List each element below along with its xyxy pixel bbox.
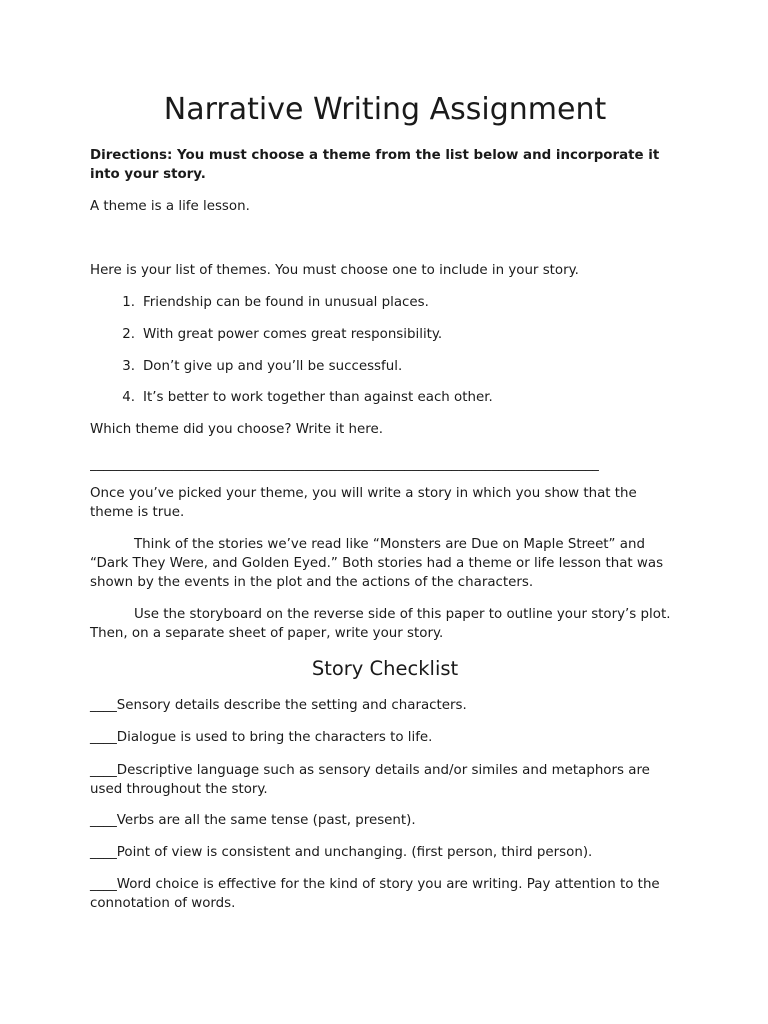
paragraph-storyboard: [90, 605, 680, 643]
list-item: [90, 325, 680, 344]
checkbox-blank[interactable]: ____: [90, 845, 117, 860]
checkbox-blank[interactable]: ____: [90, 730, 117, 745]
list-item-number: 1.: [122, 295, 135, 310]
theme-definition: A theme is a life lesson.: [90, 199, 250, 214]
checklist-item: [90, 811, 680, 830]
list-intro: Here is your list of themes. You must choose one to include in your story.: [90, 263, 579, 278]
list-item: [90, 357, 680, 376]
paragraph-examples: [90, 535, 680, 592]
list-item-number: 3.: [122, 359, 135, 374]
checklist-item-text: Sensory details describe the setting and characters.: [116, 698, 467, 713]
paragraph-examples-text: Think of the stories we’ve read like “Monsters are Due on Maple Street” and “Dark They Were, and Golden Eyed.” Both stories had a theme or life lesson that was shown by the events in the plot and the actions of the characters.: [90, 537, 664, 590]
paragraph-intro: Once you’ve picked your theme, you will write a story in which you show that the theme is true.: [90, 486, 637, 520]
directions-text: Directions: You must choose a theme from the list below and incorporate it into your story.: [90, 148, 660, 182]
checklist-item: [90, 843, 680, 862]
checkbox-blank[interactable]: ____: [90, 698, 117, 713]
checklist-item-text: Word choice is effective for the kind of story you are writing. Pay attention to the connotation of words.: [90, 877, 660, 911]
checklist-item: [90, 875, 680, 913]
page-title: Narrative Writing Assignment: [163, 92, 607, 127]
list-item-number: 4.: [122, 390, 135, 405]
list-item-number: 2.: [122, 327, 135, 342]
list-item-text: Don’t give up and you’ll be successful.: [143, 359, 403, 374]
checkbox-blank[interactable]: ____: [90, 877, 117, 892]
paragraph-storyboard-text: Use the storyboard on the reverse side of this paper to outline your story’s plot. Then, on a separate sheet of paper, write your story.: [90, 607, 671, 641]
list-item-text: Friendship can be found in unusual places.: [143, 295, 429, 310]
list-item: [90, 293, 680, 312]
list-item-text: It’s better to work together than against each other.: [143, 390, 493, 405]
checklist-item-text: Descriptive language such as sensory details and/or similes and metaphors are used throughout the story.: [90, 763, 650, 797]
list-item: [90, 388, 680, 407]
checklist-title: Story Checklist: [311, 657, 459, 680]
answer-line[interactable]: ____________________________________________________________________________: [90, 457, 599, 472]
checklist-item-text: Dialogue is used to bring the characters to life.: [116, 730, 433, 745]
checklist-item-text: Point of view is consistent and unchanging. (first person, third person).: [116, 845, 593, 860]
checkbox-blank[interactable]: ____: [90, 763, 117, 778]
checklist-item: [90, 728, 680, 747]
checklist-item: [90, 761, 680, 799]
list-item-text: With great power comes great responsibility.: [143, 327, 443, 342]
theme-question: Which theme did you choose? Write it here.: [90, 422, 383, 437]
checklist-item: [90, 696, 680, 715]
checkbox-blank[interactable]: ____: [90, 813, 117, 828]
checklist-item-text: Verbs are all the same tense (past, present).: [116, 813, 416, 828]
